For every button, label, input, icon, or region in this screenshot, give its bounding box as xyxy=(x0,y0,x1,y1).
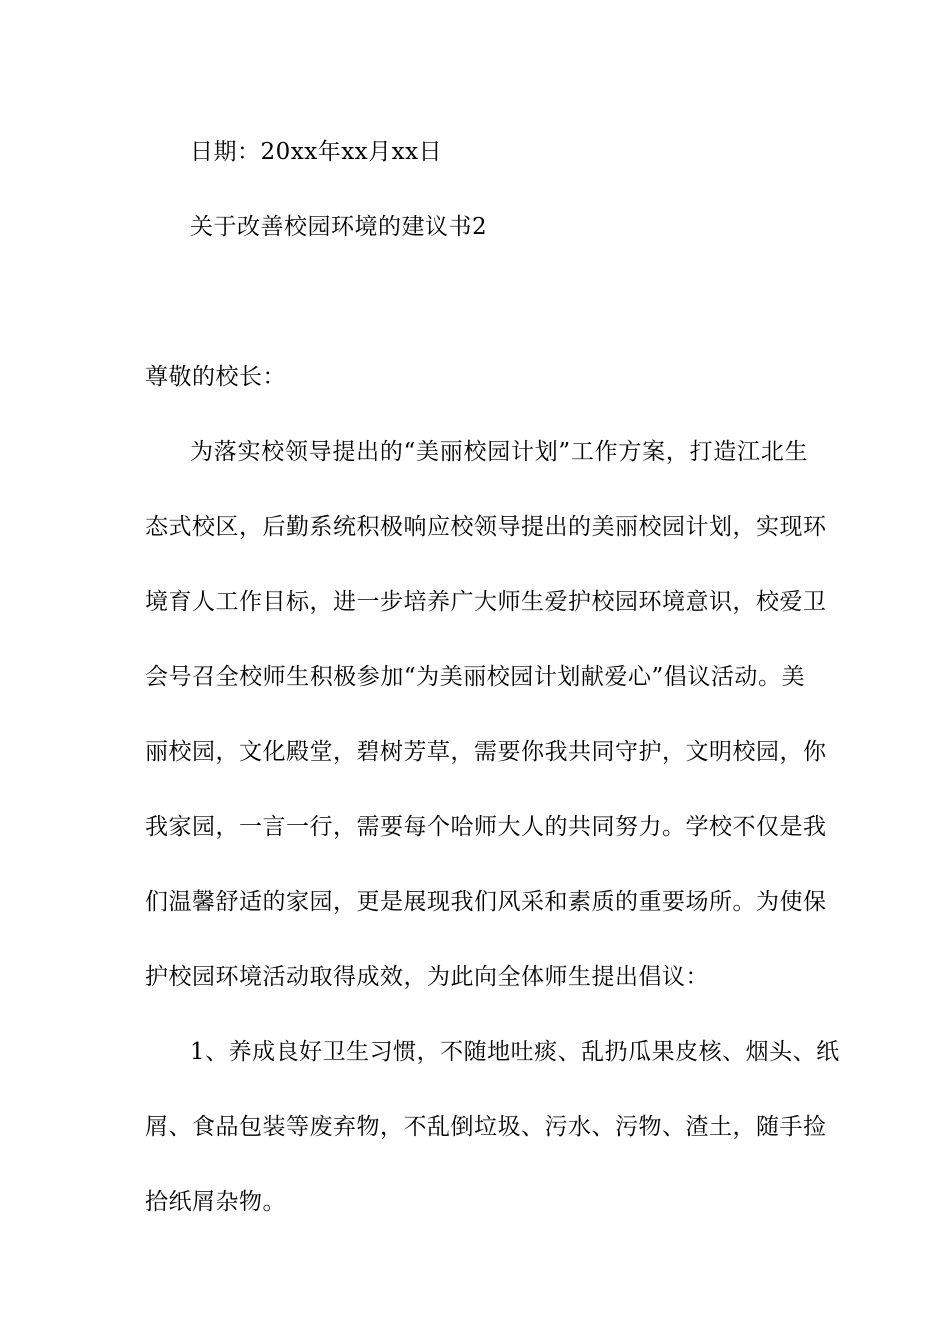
paragraph-line: 境育人工作目标，进一步培养广大师生爱护校园环境意识，校爱卫 xyxy=(145,589,827,615)
list-item-line: 拾纸屑杂物。 xyxy=(145,1189,286,1215)
paragraph-line: 丽校园，文化殿堂，碧树芳草，需要你我共同守护，文明校园，你 xyxy=(145,739,827,765)
document-title: 关于改善校园环境的建议书2 xyxy=(190,214,488,240)
date-line: 日期：20xx年xx月xx日 xyxy=(190,139,443,165)
paragraph-line: 会号召全校师生积极参加“为美丽校园计划献爱心”倡议活动。美 xyxy=(145,664,805,690)
salutation: 尊敬的校长： xyxy=(145,364,286,390)
list-item-line: 1、养成良好卫生习惯，不随地吐痰、乱扔瓜果皮核、烟头、纸 xyxy=(190,1039,840,1065)
paragraph-line: 为落实校领导提出的“美丽校园计划”工作方案，打造江北生 xyxy=(190,439,808,465)
paragraph-line: 们温馨舒适的家园，更是展现我们风采和素质的重要场所。为使保 xyxy=(145,889,827,915)
paragraph-line: 态式校区，后勤系统积极响应校领导提出的美丽校园计划，实现环 xyxy=(145,514,827,540)
list-item-line: 屑、食品包装等废弃物，不乱倒垃圾、污水、污物、渣土，随手捡 xyxy=(145,1114,827,1140)
paragraph-line: 我家园，一言一行，需要每个哈师大人的共同努力。学校不仅是我 xyxy=(145,814,827,840)
paragraph-line: 护校园环境活动取得成效，为此向全体师生提出倡议： xyxy=(145,964,709,990)
